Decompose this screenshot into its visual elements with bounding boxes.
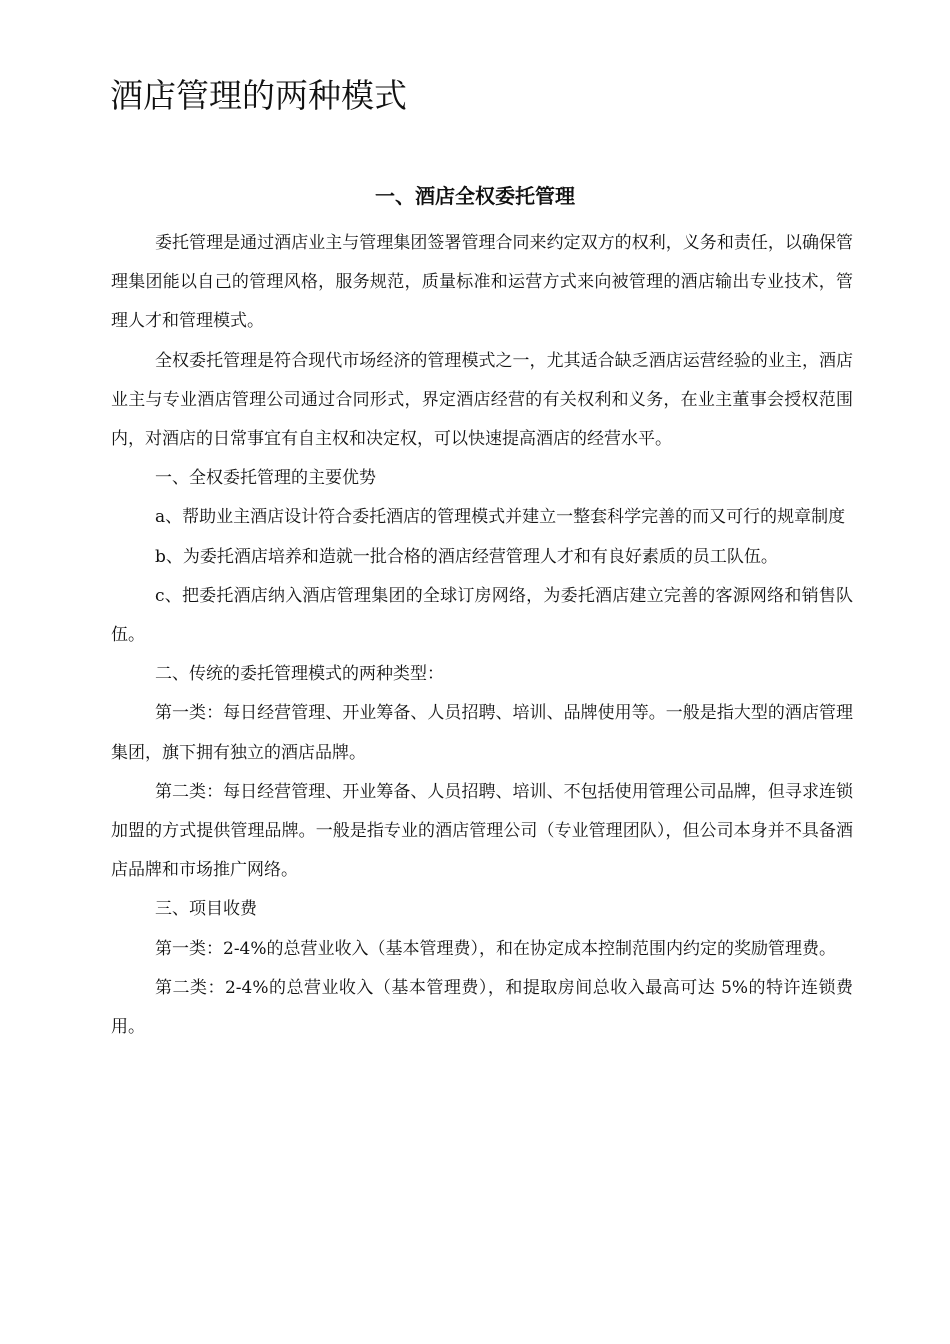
paragraph-full-entrust: 全权委托管理是符合现代市场经济的管理模式之一，尤其适合缺乏酒店运营经验的业主，酒店业主与专业酒店管理公司通过合同形式，界定酒店经营的有关权利和义务，在业主董事会授权范围内，对酒店的日常事宜有自主权和决定权，可以快速提高酒店的经营水平。 (111, 350, 853, 450)
document-title: 酒店管理的两种模式 (110, 76, 407, 115)
document-body (111, 224, 853, 1047)
paragraph-type-two: 第二类：每日经营管理、开业筹备、人员招聘、培训、不包括使用管理公司品牌，但寻求连锁加盟的方式提供管理品牌。一般是指专业的酒店管理公司（专业管理团队），但公司本身并不具备酒店品牌和市场推广网络。 (111, 781, 853, 881)
paragraph-fee-one: 第一类：2-4%的总营业收入（基本管理费），和在协定成本控制范围内约定的奖励管理费。 (155, 938, 837, 959)
list-item-b: b、为委托酒店培养和造就一批合格的酒店经营管理人才和有良好素质的员工队伍。 (155, 546, 778, 567)
paragraph-type-one: 第一类：每日经营管理、开业筹备、人员招聘、培训、品牌使用等。一般是指大型的酒店管理集团，旗下拥有独立的酒店品牌。 (111, 703, 853, 763)
subheading-advantages: 一、全权委托管理的主要优势 (155, 468, 376, 489)
paragraph-intro: 委托管理是通过酒店业主与管理集团签署管理合同来约定双方的权利，义务和责任，以确保管理集团能以自己的管理风格，服务规范，质量标准和运营方式来向被管理的酒店输出专业技术，管理人才和管理模式。 (111, 233, 853, 332)
subheading-fees: 三、项目收费 (155, 899, 257, 920)
subheading-types: 二、传统的委托管理模式的两种类型： (155, 664, 444, 685)
list-item-a: a、帮助业主酒店设计符合委托酒店的管理模式并建立一整套科学完善的而又可行的规章制度 (155, 507, 846, 528)
paragraph-fee-two: 第二类：2-4%的总营业收入（基本管理费），和提取房间总收入最高可达 5%的特许连锁费用。 (111, 977, 853, 1038)
list-item-c: c、把委托酒店纳入酒店管理集团的全球订房网络，为委托酒店建立完善的客源网络和销售队伍。 (111, 585, 853, 646)
section-heading: 一、酒店全权委托管理 (375, 184, 575, 208)
